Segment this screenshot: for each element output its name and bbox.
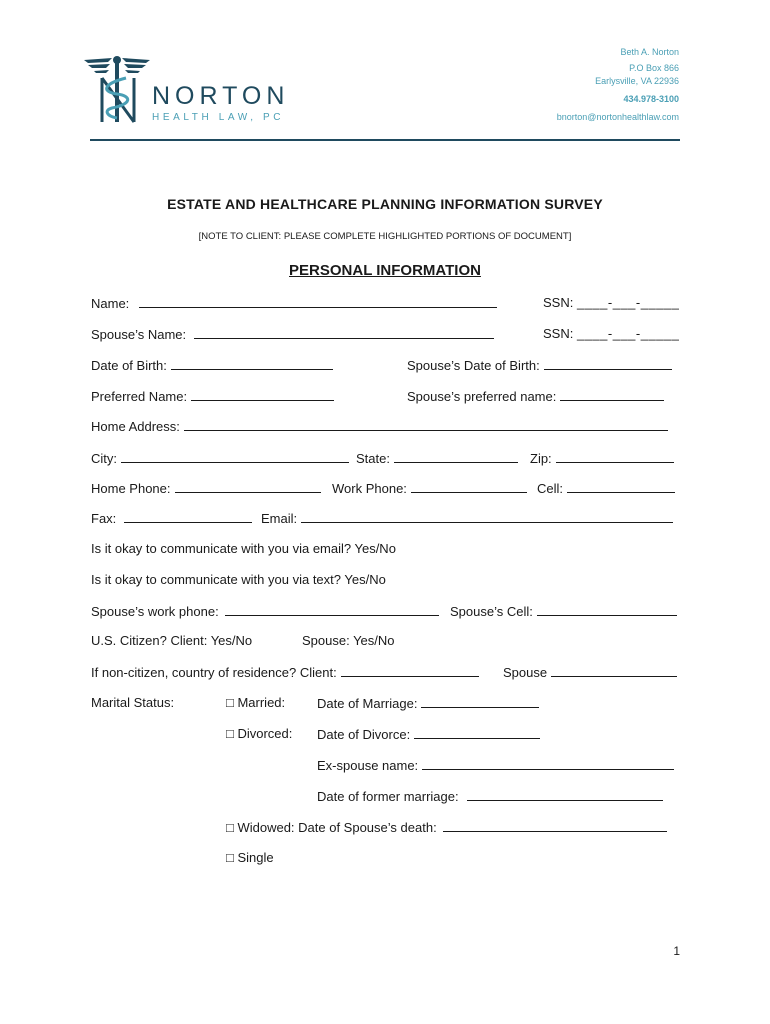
marital-status-label: Marital Status: [91, 695, 175, 710]
spouse-name-field[interactable] [91, 326, 494, 343]
divorced-checkbox[interactable]: □ Divorced: [226, 726, 293, 741]
spouse-cell-label: Spouse’s Cell: [450, 604, 533, 619]
contact-address-line1: P.O Box 866 [629, 63, 679, 73]
spouse-work-phone-blank[interactable] [225, 603, 439, 616]
spouse-preferred-name-blank[interactable] [560, 388, 664, 401]
state-blank[interactable] [394, 450, 518, 463]
former-marriage-date-label: Date of former marriage: [317, 789, 459, 804]
noncitizen-spouse-label: Spouse [503, 665, 548, 680]
city-label: City: [91, 451, 117, 466]
logo-subtitle: HEALTH LAW, PC [152, 112, 285, 123]
zip-blank[interactable] [556, 450, 674, 463]
name-label: Name: [91, 296, 130, 311]
ex-spouse-name-blank[interactable] [422, 757, 674, 770]
spouse-preferred-name-label: Spouse’s preferred name: [407, 389, 557, 404]
dob-field[interactable] [91, 357, 333, 374]
ex-spouse-name-label: Ex-spouse name: [317, 758, 419, 773]
preferred-name-field[interactable] [91, 388, 334, 405]
noncitizen-spouse-blank[interactable] [551, 664, 677, 677]
date-of-divorce-field[interactable] [317, 726, 540, 743]
work-phone-label: Work Phone: [332, 481, 407, 496]
email-field[interactable] [261, 510, 673, 527]
citizen-spouse-question[interactable]: Spouse: Yes/No [302, 633, 395, 648]
name-blank[interactable] [139, 295, 497, 308]
noncitizen-client-label: If non-citizen, country of residence? Client: [91, 665, 337, 680]
preferred-name-label: Preferred Name: [91, 389, 188, 404]
preferred-name-blank[interactable] [191, 388, 334, 401]
email-blank[interactable] [301, 510, 673, 523]
contact-address-line2: Earlysville, VA 22936 [595, 76, 679, 86]
state-label: State: [356, 451, 390, 466]
ssn-label: SSN: [543, 295, 574, 310]
date-of-marriage-label: Date of Marriage: [317, 696, 418, 711]
spouse-name-blank[interactable] [194, 326, 494, 339]
single-checkbox[interactable]: □ Single [226, 850, 274, 865]
spouse-ssn-mask[interactable]: ____-___-_____ [576, 326, 680, 341]
widowed-field[interactable] [226, 819, 667, 836]
spouse-cell-field[interactable] [450, 603, 677, 620]
date-of-divorce-label: Date of Divorce: [317, 727, 411, 742]
dob-label: Date of Birth: [91, 358, 167, 373]
city-blank[interactable] [121, 450, 349, 463]
fax-field[interactable] [91, 510, 252, 527]
cell-field[interactable] [537, 480, 675, 497]
noncitizen-client-field[interactable] [91, 664, 479, 681]
spouse-death-date-blank[interactable] [443, 819, 667, 832]
ssn-field[interactable] [543, 295, 679, 311]
widowed-checkbox-label[interactable]: □ Widowed: Date of Spouse’s death: [226, 820, 437, 835]
contact-block [557, 46, 679, 124]
survey-title: ESTATE AND HEALTHCARE PLANNING INFORMATION SURVEY [167, 196, 603, 212]
spouse-ssn-label: SSN: [543, 326, 574, 341]
dob-blank[interactable] [171, 357, 333, 370]
contact-phone: 434.978-3100 [623, 94, 679, 104]
home-address-blank[interactable] [184, 418, 668, 431]
date-of-divorce-blank[interactable] [414, 726, 540, 739]
zip-field[interactable] [530, 450, 674, 467]
ex-spouse-name-field[interactable] [317, 757, 674, 774]
section-title: PERSONAL INFORMATION [289, 262, 481, 279]
contact-name: Beth A. Norton [620, 47, 679, 57]
noncitizen-spouse-field[interactable] [503, 664, 677, 681]
name-field[interactable] [91, 295, 497, 312]
former-marriage-date-field[interactable] [317, 788, 663, 805]
cell-label: Cell: [537, 481, 564, 496]
home-phone-label: Home Phone: [91, 481, 171, 496]
zip-label: Zip: [530, 451, 552, 466]
text-consent-question[interactable]: Is it okay to communicate with you via text? Yes/No [91, 572, 386, 587]
client-note: [NOTE TO CLIENT: PLEASE COMPLETE HIGHLIGHTED PORTIONS OF DOCUMENT] [198, 231, 572, 242]
email-consent-question[interactable]: Is it okay to communicate with you via email? Yes/No [91, 541, 396, 556]
home-address-label: Home Address: [91, 419, 180, 434]
email-label: Email: [261, 511, 298, 526]
fax-blank[interactable] [124, 510, 252, 523]
noncitizen-client-blank[interactable] [341, 664, 479, 677]
spouse-dob-blank[interactable] [544, 357, 672, 370]
page-number: 1 [673, 944, 680, 958]
citizen-client-question[interactable]: U.S. Citizen? Client: Yes/No [91, 633, 253, 648]
logo-wordmark: NORTON [152, 82, 290, 110]
city-field[interactable] [91, 450, 349, 467]
spouse-ssn-field[interactable] [543, 326, 679, 342]
cell-blank[interactable] [567, 480, 675, 493]
spouse-dob-field[interactable] [407, 357, 672, 374]
work-phone-field[interactable] [332, 480, 527, 497]
header-divider [90, 139, 680, 141]
date-of-marriage-field[interactable] [317, 695, 539, 712]
ssn-mask[interactable]: ____-___-_____ [576, 295, 680, 310]
date-of-marriage-blank[interactable] [421, 695, 539, 708]
state-field[interactable] [356, 450, 518, 467]
fax-label: Fax: [91, 511, 117, 526]
spouse-cell-blank[interactable] [537, 603, 677, 616]
spouse-work-phone-field[interactable] [91, 603, 439, 620]
work-phone-blank[interactable] [411, 480, 527, 493]
spouse-preferred-name-field[interactable] [407, 388, 664, 405]
home-address-field[interactable] [91, 418, 668, 435]
spouse-work-phone-label: Spouse’s work phone: [91, 604, 219, 619]
spouse-dob-label: Spouse’s Date of Birth: [407, 358, 540, 373]
home-phone-blank[interactable] [175, 480, 321, 493]
contact-email[interactable]: bnorton@nortonhealthlaw.com [556, 112, 679, 122]
spouse-name-label: Spouse’s Name: [91, 327, 187, 342]
married-checkbox[interactable]: □ Married: [226, 695, 286, 710]
former-marriage-date-blank[interactable] [467, 788, 663, 801]
home-phone-field[interactable] [91, 480, 321, 497]
